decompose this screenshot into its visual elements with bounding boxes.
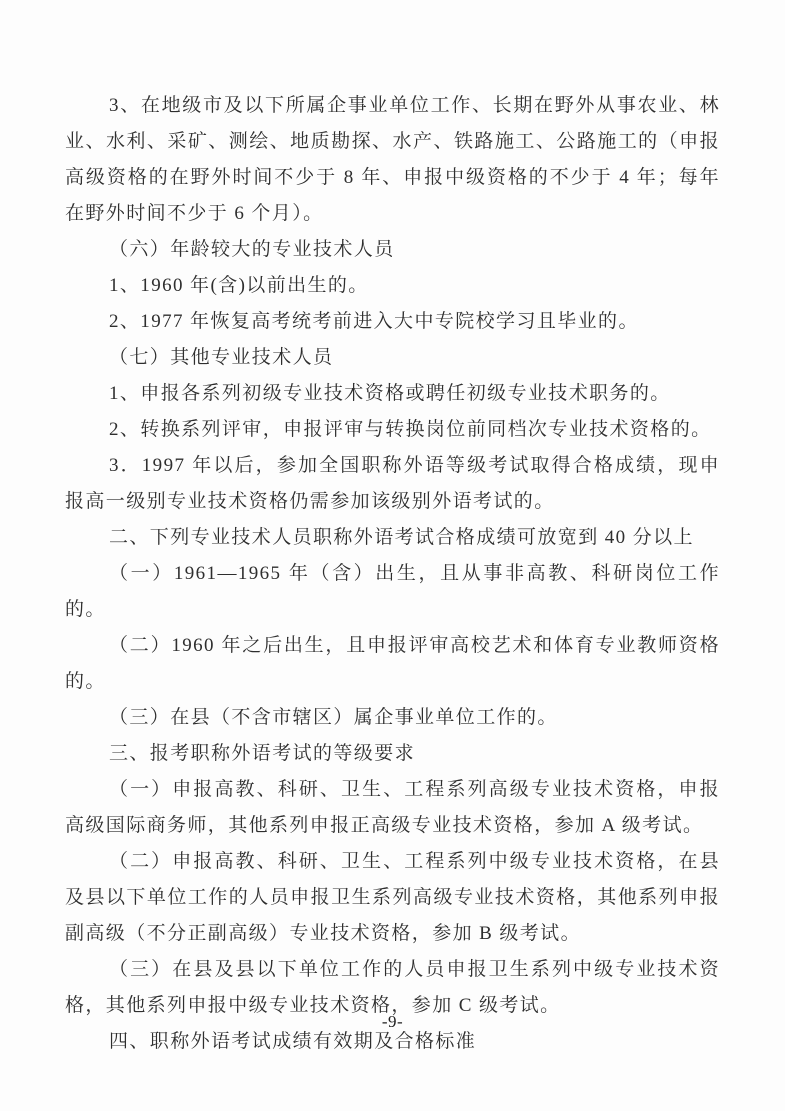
paragraph-1997-exam-passed: 3．1997 年以后，参加全国职称外语等级考试取得合格成绩，现申报高一级别专业技术资格仍需参加该级别外语考试的。 xyxy=(65,455,720,512)
item-pre-1977-college-entry: 2、1977 年恢复高考统考前进入大中专院校学习且毕业的。 xyxy=(109,311,639,332)
page-number: -9- xyxy=(381,1012,404,1031)
item-junior-qualification: 1、申报各系列初级专业技术资格或聘任初级专业技术职务的。 xyxy=(109,383,671,404)
item-series-transfer-review: 2、转换系列评审，申报评审与转换岗位前同档次专业技术资格的。 xyxy=(109,419,712,440)
heading-section-6-older-personnel: （六）年龄较大的专业技术人员 xyxy=(109,239,395,260)
document-body xyxy=(65,88,720,1060)
page-footer xyxy=(0,1012,785,1032)
heading-part-3-exam-grade-requirements: 三、报考职称外语考试的等级要求 xyxy=(109,743,416,764)
paragraph-grade-c-exam: （三）在县及县以下单位工作的人员申报卫生系列中级专业技术资格，其他系列申报中级专业技术资格，参加 C 级考试。 xyxy=(65,959,720,1016)
paragraph-grade-a-exam: （一）申报高教、科研、卫生、工程系列高级专业技术资格，申报高级国际商务师，其他系列申报正高级专业技术资格，参加 A 级考试。 xyxy=(65,779,720,836)
paragraph-grade-b-exam: （二）申报高教、科研、卫生、工程系列中级专业技术资格，在县及县以下单位工作的人员申报卫生系列高级专业技术资格，其他系列申报副高级（不分正副高级）专业技术资格，参加 B 级考试。 xyxy=(65,851,720,944)
paragraph-field-work-clause: 3、在地级市及以下所属企事业单位工作、长期在野外从事农业、林业、水利、采矿、测绘、地质勘探、水产、铁路施工、公路施工的（申报高级资格的在野外时间不少于 8 年、申报中级资格的不少于 4 年；每年在野外时间不少于 6 个月）。 xyxy=(65,95,720,224)
heading-part-2-score-relaxation: 二、下列专业技术人员职称外语考试合格成绩可放宽到 40 分以上 xyxy=(109,527,694,548)
item-after-1960-art-pe-teachers: （二）1960 年之后出生，且申报评审高校艺术和体育专业教师资格的。 xyxy=(65,635,720,692)
heading-section-7-other-personnel: （七）其他专业技术人员 xyxy=(109,347,334,368)
item-county-enterprise-units: （三）在县（不含市辖区）属企事业单位工作的。 xyxy=(109,707,558,728)
item-born-1961-1965: （一）1961—1965 年（含）出生，且从事非高教、科研岗位工作的。 xyxy=(65,563,720,620)
heading-part-4-validity-and-standards: 四、职称外语考试成绩有效期及合格标准 xyxy=(109,1031,477,1052)
item-born-before-1960: 1、1960 年(含)以前出生的。 xyxy=(109,275,369,296)
